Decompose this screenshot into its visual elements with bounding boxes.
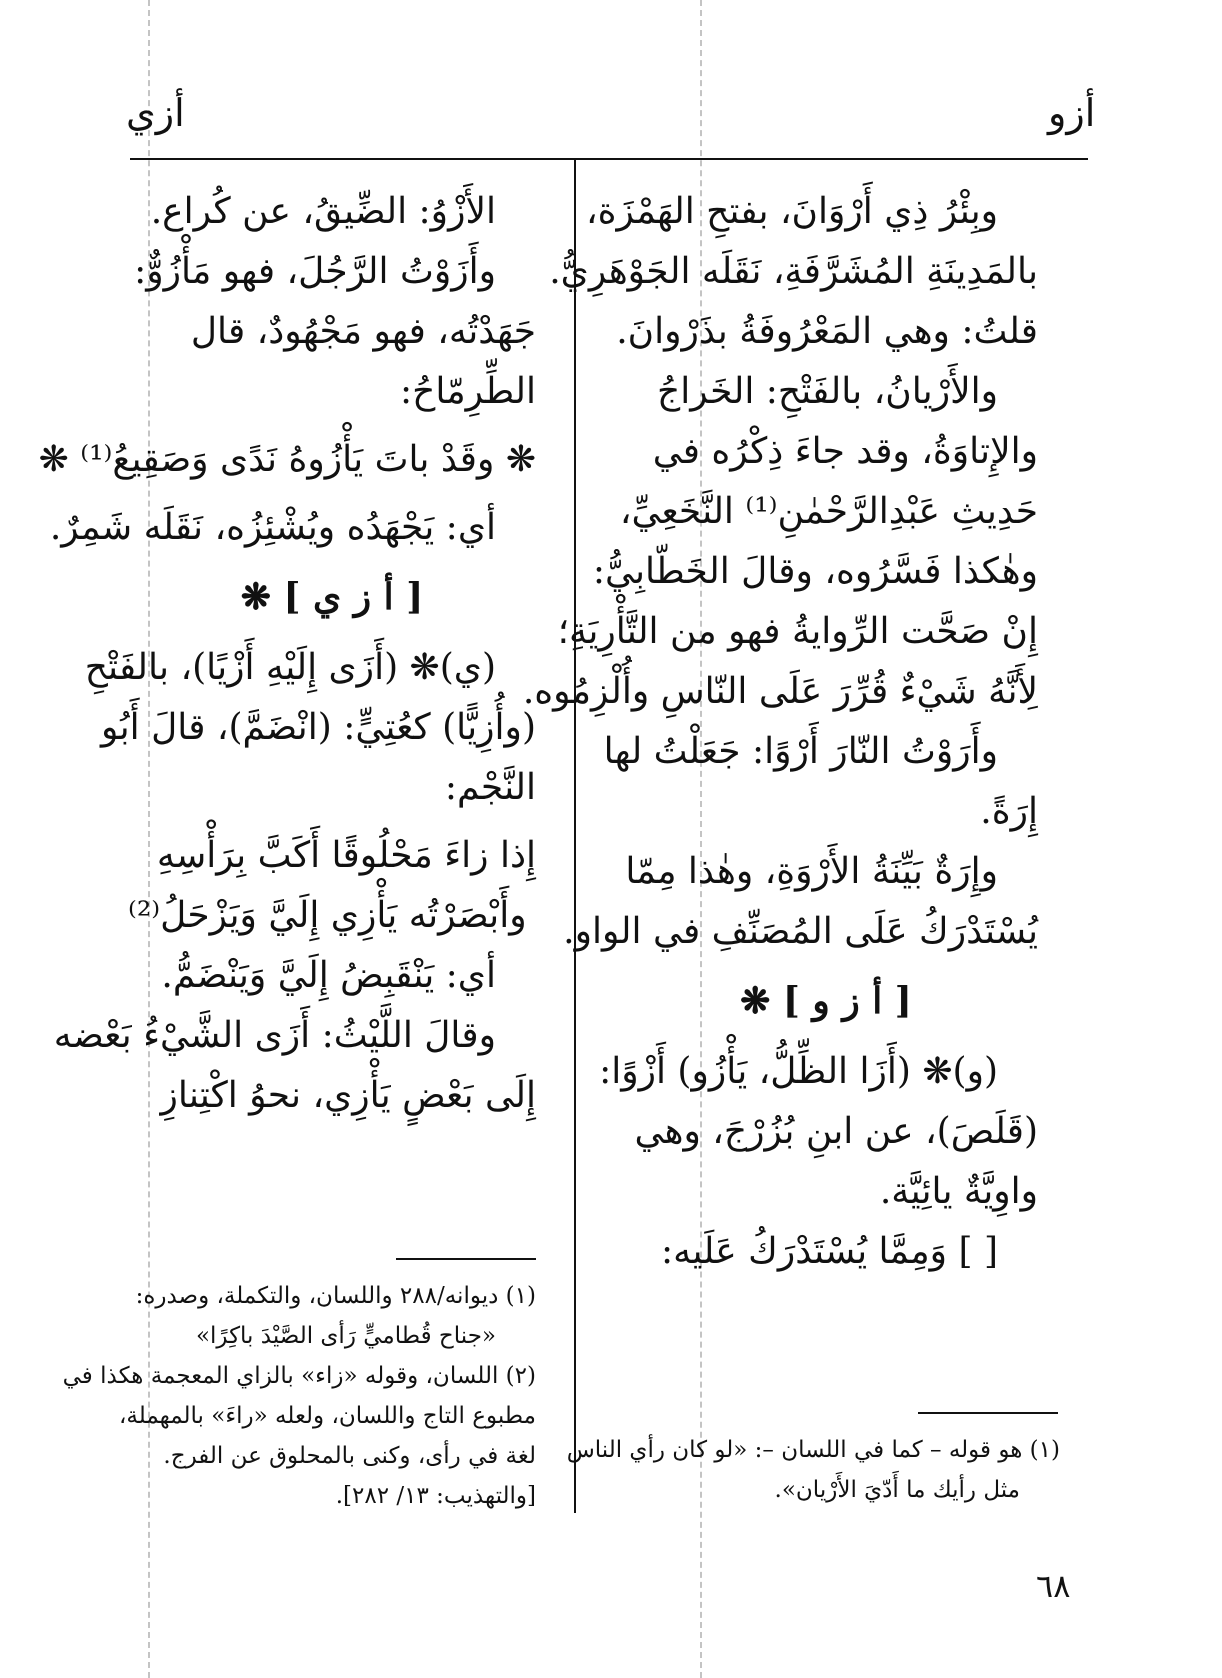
- right-column: [522, 182, 1038, 1282]
- footnote-line: مطبوع التاج واللسان، ولعله «راءَ» بالمهملة،: [118, 1403, 536, 1429]
- text-line: الطِّرِمّاحُ:: [400, 371, 536, 412]
- text-line: وأَزَوْتُ الرَّجُلَ، فهو مَأْزُوٌّ:: [134, 251, 496, 292]
- left-column: [38, 182, 536, 1126]
- text-line: لِأَنَّهُ شَيْءٌ قُرِّرَ عَلَى النّاسِ وأُلْزِمُوه.: [522, 671, 1038, 712]
- text-line: أي: يَنْقَبِضُ إِلَيَّ وَيَنْضَمُّ.: [161, 955, 496, 996]
- text-line: وبِئْرُ ذِي أَرْوَانَ، بفتحِ الهَمْزَة،: [586, 191, 998, 232]
- text-line: أي: يَجْهَدُه ويُشْئِزُه، نَقَلَه شَمِرٌ.: [49, 507, 496, 548]
- verse-line: وأَبْصَرْتُه يَأْزِي إِلَيَّ وَيَزْحَلُ⁽²⁾: [128, 895, 527, 936]
- entry-heading-azw: [ أ ز و ] ❋: [740, 980, 912, 1022]
- text-line: وإِرَةٌ بَيِّنَةُ الأَرْوَةِ، وهٰذا مِمّا: [625, 851, 998, 892]
- text-line: (قَلَصَ)، عن ابنِ بُزُرْجَ، وهي: [634, 1111, 1038, 1152]
- text-line: (و)❋ (أَزَا الظِّلُّ، يَأْزُو) أَزْوًا:: [599, 1051, 998, 1092]
- text-line: إِرَةً.: [980, 791, 1038, 832]
- page-number: ٦٨: [1036, 1567, 1071, 1605]
- footnote-rule-left: [396, 1258, 536, 1260]
- footnotes-right: [566, 1430, 1060, 1510]
- footnote-line: [والتهذيب: ١٣/ ٢٨٢].: [335, 1483, 536, 1509]
- footnote-line: (٢) اللسان، وقوله «زاء» بالزاي المعجمة هكذا في: [62, 1363, 536, 1389]
- footnote-line: (١) ديوانه/٢٨٨ واللسان، والتكملة، وصدره:: [135, 1283, 536, 1309]
- verse-line: ❋ وقَدْ باتَ يَأْزُوهُ نَدًى وَصَقِيعُ⁽¹⁾ ❋: [38, 439, 536, 480]
- text-line: وهٰكذا فَسَّرُوه، وقالَ الخَطّابِيُّ:: [592, 551, 1038, 592]
- text-line: وقالَ اللَّيْثُ: أَزَى الشَّيْءُ بَعْضه: [53, 1015, 496, 1056]
- text-line: يُسْتَدْرَكُ عَلَى المُصَنِّفِ في الواو.: [563, 911, 1038, 952]
- footnote-rule-right: [918, 1412, 1058, 1414]
- text-line: [ ] وَمِمَّا يُسْتَدْرَكُ عَلَيه:: [661, 1231, 998, 1272]
- text-line: قلتُ: وهي المَعْرُوفَةُ بذَرْوانَ.: [616, 311, 1038, 352]
- text-line: حَدِيثِ عَبْدِالرَّحْمٰنِ⁽¹⁾ النَّخَعِيِّ،: [619, 491, 1038, 532]
- text-line: وأَرَوْتُ النّارَ أَرْوًا: جَعَلْتُ لها: [603, 731, 998, 772]
- text-line: إِلَى بَعْضٍ يَأْزِي، نحوُ اكْتِنازِ: [160, 1075, 536, 1116]
- text-line: (ي)❋ (أَزَى إِلَيْهِ أَزْيًا)، بالفَتْحِ: [84, 647, 496, 688]
- column-divider: [574, 158, 576, 1513]
- text-line: والأَرْيانُ، بالفَتْحِ: الخَراجُ: [657, 371, 998, 412]
- header-left-word: أزي: [126, 91, 185, 135]
- header-right-word: أزو: [1048, 91, 1096, 135]
- footnote-line: (١) هو قوله – كما في اللسان –: «لو كان رأي الناس: [566, 1437, 1060, 1463]
- footnote-line: لغة في رأى، وكنى بالمحلوق عن الفرج.: [163, 1443, 536, 1469]
- text-line: جَهَدْتُه، فهو مَجْهُودٌ، قال: [190, 311, 536, 352]
- footnote-line: مثل رأيك ما أَدّيَ الأَرْيان».: [774, 1477, 1020, 1503]
- entry-heading-azy: [ أ ز ي ] ❋: [240, 576, 424, 618]
- text-line: واوِيَّةٌ يائِيَّة.: [879, 1171, 1038, 1212]
- text-line: بالمَدِينَةِ المُشَرَّفَةِ، نَقَلَه الجَوْهَرِيُّ.: [549, 251, 1038, 292]
- footnote-line: «جناح قُطاميٍّ رَأى الصَّيْدَ باكِرًا»: [195, 1323, 496, 1349]
- header-rule: [130, 158, 1088, 160]
- text-line: إِنْ صَحَّت الرِّوايةُ فهو من التَّأْرِيَةِ؛: [557, 611, 1038, 652]
- text-line: والإِتاوَةُ، وقد جاءَ ذِكْرُه في: [652, 431, 1038, 472]
- verse-line: إِذا زاءَ مَحْلُوقًا أَكَبَّ بِرَأْسِهِ: [156, 835, 536, 876]
- text-line: الأَزْوُ: الضِّيقُ، عن كُراع.: [150, 191, 496, 232]
- text-line: النَّجْم:: [444, 767, 536, 808]
- text-line: (وأُزِيًّا) كعُتِيٍّ: (انْضَمَّ)، قالَ أَبُو: [101, 707, 536, 748]
- footnotes-left: [62, 1276, 536, 1516]
